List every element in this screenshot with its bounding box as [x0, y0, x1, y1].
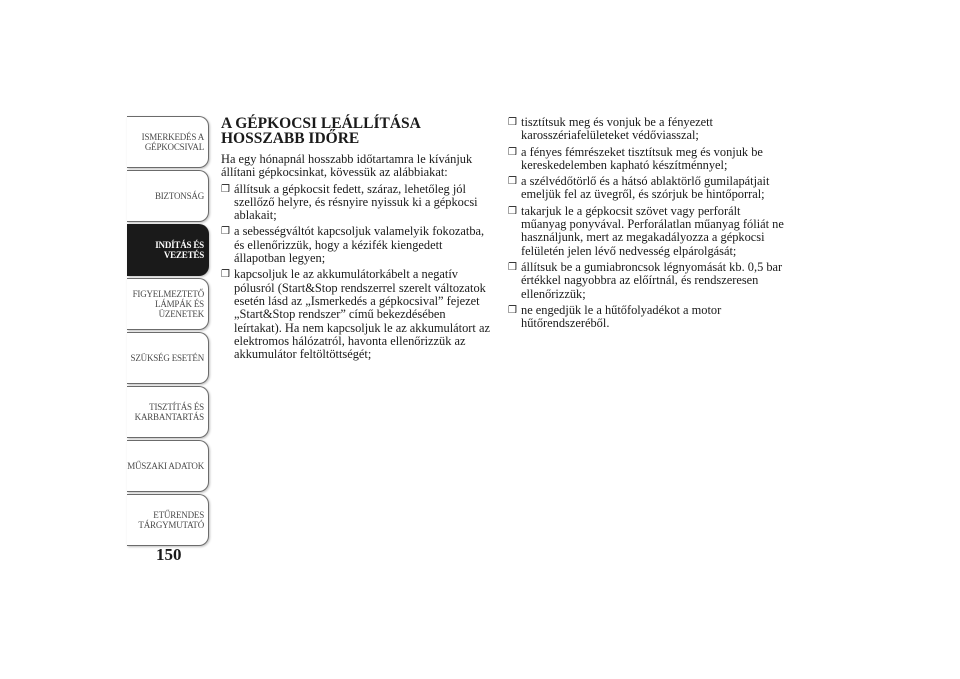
list-item-text: kapcsoljuk le az akkumulátorkábelt a negatív pólusról (Start&Stop rendszerrel szerelt változatok esetén lásd az „Ismerkedés a gépkocsival” fejezet „Start&Stop rendszer” című bekezdésében leírtakat). Ha nem kapcsoljuk le az akkumulátort az elektromos hálózatról, havonta ellenőrizzük az akkumulátor feltöltöttségét;	[234, 267, 490, 362]
list-item	[508, 205, 784, 258]
tab-label: ETŰRENDES TÁRGYMUTATÓ	[138, 510, 204, 530]
checkbox-bullet-icon: ❒	[508, 176, 517, 188]
checkbox-bullet-icon: ❒	[221, 183, 230, 195]
tab-label: TISZTÍTÁS ÉS KARBANTARTÁS	[134, 402, 204, 422]
tab-muszaki-adatok[interactable]	[127, 440, 209, 492]
tab-figyelmezteto-lampak[interactable]	[127, 278, 209, 330]
list-item-text: a sebességváltót kapcsoljuk valamelyik fokozatba, és ellenőrizzük, hogy a kézifék kiengedett állapotban legyen;	[234, 224, 485, 266]
checkbox-bullet-icon: ❒	[508, 146, 517, 158]
list-item-text: tisztítsuk meg és vonjuk be a fényezett karosszériafelületeket védőviasszal;	[521, 115, 714, 143]
section-title-line-2: HOSSZABB IDŐRE	[221, 130, 360, 147]
list-item-text: a fényes fémrészeket tisztítsuk meg és vonjuk be kereskedelemben kapható készítménnyel;	[521, 144, 763, 172]
checkbox-bullet-icon: ❒	[508, 304, 517, 316]
list-item-text: a szélvédőtörlő és a hátsó ablaktörlő gumilapátjait emeljük fel az üvegről, és szórjuk be hintőporral;	[521, 174, 770, 202]
list-item-text: állítsuk a gépkocsit fedett, száraz, lehetőleg jól szellőző helyre, és résnyire nyissuk ki a gépkocsi ablakait;	[234, 181, 478, 223]
tab-label: ISMERKEDÉS A GÉPKOCSIVAL	[141, 132, 204, 152]
tab-inditas-es-vezetes[interactable]	[127, 224, 209, 276]
tab-label: BIZTONSÁG	[154, 191, 204, 201]
checkbox-bullet-icon: ❒	[508, 205, 517, 217]
list-item	[508, 146, 784, 173]
tab-ismerkedes[interactable]	[127, 116, 209, 168]
list-item	[508, 175, 784, 202]
list-item	[508, 304, 784, 331]
right-column	[508, 116, 784, 333]
checkbox-bullet-icon: ❒	[508, 261, 517, 273]
list-item-text: ne engedjük le a hűtőfolyadékot a motor hűtőrendszeréből.	[521, 302, 722, 331]
list-item-text: állítsuk be a gumiabroncsok légnyomását kb. 0,5 bar értékkel nagyobbra az előírtnál, és rendszeresen ellenőrizzük;	[521, 259, 783, 301]
tab-biztonsag[interactable]	[127, 170, 209, 222]
list-item	[508, 261, 784, 301]
right-bullet-list	[508, 116, 784, 330]
list-item	[221, 268, 493, 361]
tab-label: MŰSZAKI ADATOK	[127, 461, 204, 471]
tab-szukseg-eseten[interactable]	[127, 332, 209, 384]
checkbox-bullet-icon: ❒	[221, 226, 230, 238]
section-title	[221, 116, 493, 146]
checkbox-bullet-icon: ❒	[221, 269, 230, 281]
section-title-line-1: A GÉPKOCSI LEÁLLÍTÁSA	[221, 115, 421, 132]
tab-label: INDÍTÁS ÉS VEZETÉS	[155, 240, 204, 260]
intro-paragraph: Ha egy hónapnál hosszabb időtartamra le kívánjuk állítani gépkocsinkat, kövessük az alábbiakat:	[221, 152, 473, 180]
tab-label: FIGYELMEZTETŐ LÁMPÁK ÉS ÜZENETEK	[132, 289, 204, 319]
checkbox-bullet-icon: ❒	[508, 117, 517, 128]
left-column	[221, 116, 493, 364]
tab-targymutato[interactable]	[127, 494, 209, 546]
list-item	[221, 225, 493, 265]
list-item	[221, 183, 493, 223]
tab-tisztitas-karbantartas[interactable]	[127, 386, 209, 438]
left-bullet-list	[221, 183, 493, 362]
page-number: 150	[156, 545, 182, 564]
tab-label: SZÜKSÉG ESETÉN	[130, 353, 204, 363]
list-item-text: takarjuk le a gépkocsit szövet vagy perforált műanyag ponyvával. Perforálatlan műanyag fóliát ne használjunk, mert az megakadályozza a gépkocsi felületén jelen lévő nedvesség elpárolgását;	[521, 203, 784, 258]
list-item	[508, 116, 784, 143]
